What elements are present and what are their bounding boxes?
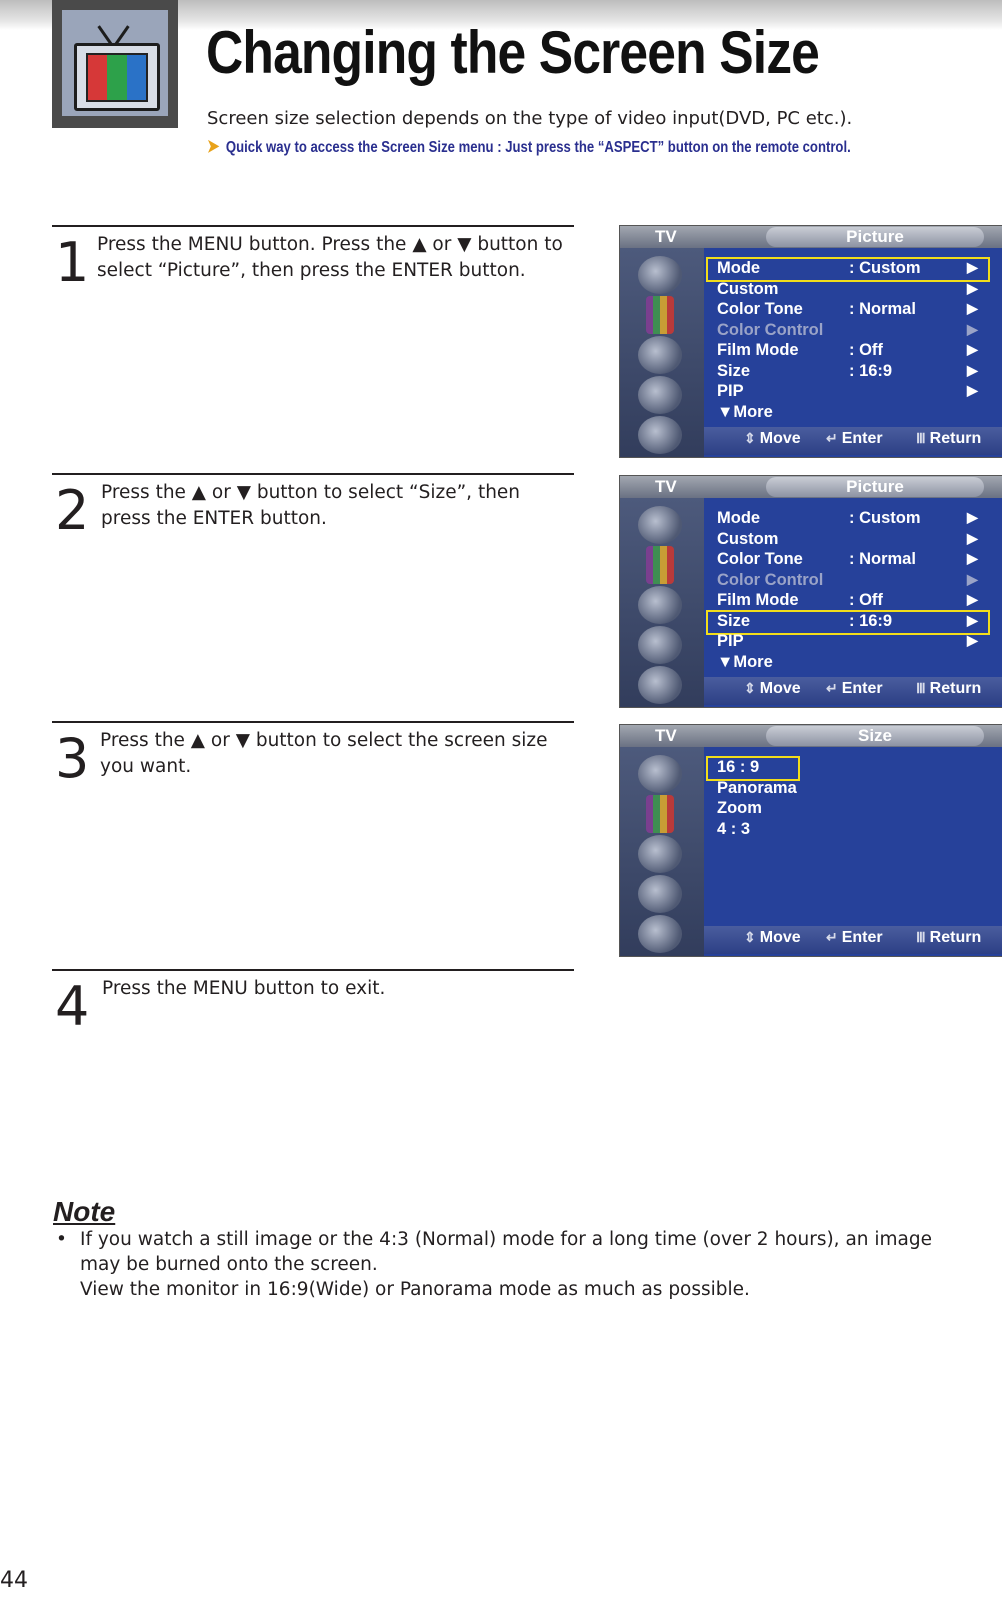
sound-icon [638, 336, 682, 374]
return-label: Return [929, 430, 982, 447]
item-value: : Off [849, 341, 883, 359]
input-icon [638, 256, 682, 294]
enter-label: Enter [841, 929, 883, 946]
menu-item-mode[interactable] [717, 508, 985, 528]
option-label: 16 : 9 [717, 758, 760, 776]
channel-icon [638, 626, 682, 664]
setup-icon [638, 915, 682, 953]
size-option-panorama[interactable] [717, 778, 985, 798]
move-hint [744, 430, 801, 448]
quick-tip-text: Quick way to access the Screen Size menu : Just press the “ASPECT” button on the remote control. [225, 139, 851, 156]
quick-tip [207, 136, 851, 157]
picture-icon [646, 296, 674, 334]
channel-icon [638, 376, 682, 414]
updown-icon: ⇕ [744, 430, 756, 446]
move-label: Move [759, 430, 801, 447]
bullet: • [56, 1229, 67, 1250]
step-divider [52, 473, 574, 475]
menu-item-custom[interactable] [717, 279, 985, 299]
return-hint [916, 929, 981, 947]
osd-sidebar [620, 747, 704, 956]
arrow-right-icon: ▶ [967, 321, 978, 337]
note-body [56, 1227, 976, 1302]
menu-icon: Ⅲ [916, 929, 926, 945]
item-label: Size [717, 362, 751, 380]
move-hint [744, 680, 801, 698]
osd-footer [704, 926, 1002, 954]
move-label: Move [759, 929, 801, 946]
arrow-right-icon: ▶ [967, 632, 978, 648]
enter-icon: ↵ [826, 430, 838, 446]
item-label: Color Tone [717, 300, 803, 318]
osd-source: TV [655, 726, 677, 745]
menu-item-size[interactable] [717, 361, 985, 381]
sound-icon [638, 835, 682, 873]
input-icon [638, 506, 682, 544]
step-text: Press the MENU button to exit. [102, 978, 386, 999]
move-hint [744, 929, 801, 947]
item-label: Film Mode [717, 341, 799, 359]
step-number: 2 [55, 479, 90, 542]
item-value: : 16:9 [849, 612, 893, 630]
item-label: Color Control [717, 321, 824, 339]
enter-label: Enter [841, 430, 883, 447]
note-text-2: View the monitor in 16:9(Wide) or Panorama mode as much as possible. [80, 1279, 750, 1300]
osd-footer [704, 677, 1002, 705]
arrow-right-icon: ▶ [967, 530, 978, 546]
step-number: 3 [55, 727, 90, 790]
menu-item-color-tone[interactable] [717, 299, 985, 319]
item-label: ▼More [717, 403, 773, 421]
arrow-right-icon: ▶ [967, 280, 978, 296]
step-divider [52, 969, 574, 971]
osd-size-menu [619, 724, 1002, 957]
osd-source: TV [655, 227, 677, 246]
return-hint [916, 430, 981, 448]
setup-icon [638, 666, 682, 704]
arrow-icon: ➤ [207, 136, 220, 156]
menu-item-film-mode[interactable] [717, 590, 985, 610]
item-label: ▼More [717, 653, 773, 671]
channel-icon [638, 875, 682, 913]
page-number: 44 [0, 1568, 28, 1593]
osd-picture-menu-size-selected [619, 475, 1002, 708]
tv-icon [52, 0, 178, 128]
input-icon [638, 755, 682, 793]
osd-menu-title: Picture [766, 477, 984, 497]
picture-icon [646, 546, 674, 584]
enter-label: Enter [841, 680, 883, 697]
page-title: Changing the Screen Size [206, 19, 820, 86]
item-value: : Normal [849, 300, 916, 318]
osd-sidebar [620, 248, 704, 457]
osd-picture-menu [619, 225, 1002, 458]
step-divider [52, 225, 574, 227]
arrow-right-icon: ▶ [967, 362, 978, 378]
arrow-right-icon: ▶ [967, 509, 978, 525]
option-label: 4 : 3 [717, 820, 751, 838]
menu-item-mode[interactable] [717, 258, 985, 278]
step-number: 4 [55, 975, 90, 1038]
sound-icon [638, 586, 682, 624]
menu-item-color-control [717, 320, 985, 340]
step-text: Press the ▲ or ▼ button to select the screen size you want. [100, 730, 548, 777]
move-label: Move [759, 680, 801, 697]
arrow-right-icon: ▶ [967, 612, 978, 628]
item-label: Color Tone [717, 550, 803, 568]
enter-hint [826, 929, 883, 947]
item-label: Mode [717, 509, 761, 527]
osd-menu-title: Size [766, 726, 984, 746]
return-hint [916, 680, 981, 698]
step-number: 1 [55, 231, 90, 294]
return-label: Return [929, 680, 982, 697]
item-value: : Off [849, 591, 883, 609]
menu-item-size[interactable] [717, 611, 985, 631]
menu-item-color-control [717, 570, 985, 590]
menu-item-custom[interactable] [717, 529, 985, 549]
enter-icon: ↵ [826, 929, 838, 945]
updown-icon: ⇕ [744, 929, 756, 945]
item-label: Mode [717, 259, 761, 277]
item-value: : Normal [849, 550, 916, 568]
arrow-right-icon: ▶ [967, 571, 978, 587]
return-label: Return [929, 929, 982, 946]
arrow-right-icon: ▶ [967, 591, 978, 607]
item-label: PIP [717, 632, 744, 650]
arrow-right-icon: ▶ [967, 382, 978, 398]
osd-source: TV [655, 477, 677, 496]
item-label: Film Mode [717, 591, 799, 609]
menu-item-more[interactable] [717, 402, 985, 422]
item-value: : Custom [849, 509, 921, 527]
item-value: : Custom [849, 259, 921, 277]
updown-icon: ⇕ [744, 680, 756, 696]
menu-item-pip[interactable] [717, 631, 985, 651]
menu-item-pip[interactable] [717, 381, 985, 401]
note-heading: Note [53, 1196, 116, 1227]
option-label: Panorama [717, 779, 797, 797]
menu-icon: Ⅲ [916, 680, 926, 696]
size-option-16-9[interactable] [717, 757, 985, 777]
osd-sidebar [620, 498, 704, 707]
item-value: : 16:9 [849, 362, 893, 380]
osd-menu-title: Picture [766, 227, 984, 247]
size-option-4-3[interactable] [717, 819, 985, 839]
item-label: Size [717, 612, 751, 630]
note-text-1: If you watch a still image or the 4:3 (Normal) mode for a long time (over 2 hours), an image may be burned onto the screen. [80, 1229, 933, 1275]
step-text: Press the ▲ or ▼ button to select “Size”, then press the ENTER button. [101, 482, 521, 529]
osd-footer [704, 427, 1002, 455]
menu-item-color-tone[interactable] [717, 549, 985, 569]
enter-hint [826, 680, 883, 698]
arrow-right-icon: ▶ [967, 341, 978, 357]
menu-item-film-mode[interactable] [717, 340, 985, 360]
option-label: Zoom [717, 799, 762, 817]
step-text: Press the MENU button. Press the ▲ or ▼ button to select “Picture”, then press the ENTER button. [97, 234, 563, 281]
item-label: Custom [717, 530, 779, 548]
size-option-zoom[interactable] [717, 798, 985, 818]
item-label: Custom [717, 280, 779, 298]
arrow-right-icon: ▶ [967, 259, 978, 275]
picture-icon [646, 795, 674, 833]
enter-icon: ↵ [826, 680, 838, 696]
step-divider [52, 721, 574, 723]
enter-hint [826, 430, 883, 448]
item-label: PIP [717, 382, 744, 400]
menu-icon: Ⅲ [916, 430, 926, 446]
arrow-right-icon: ▶ [967, 300, 978, 316]
arrow-right-icon: ▶ [967, 550, 978, 566]
menu-item-more[interactable] [717, 652, 985, 672]
item-label: Color Control [717, 571, 824, 589]
page-subtitle: Screen size selection depends on the type of video input(DVD, PC etc.). [207, 108, 853, 129]
setup-icon [638, 416, 682, 454]
